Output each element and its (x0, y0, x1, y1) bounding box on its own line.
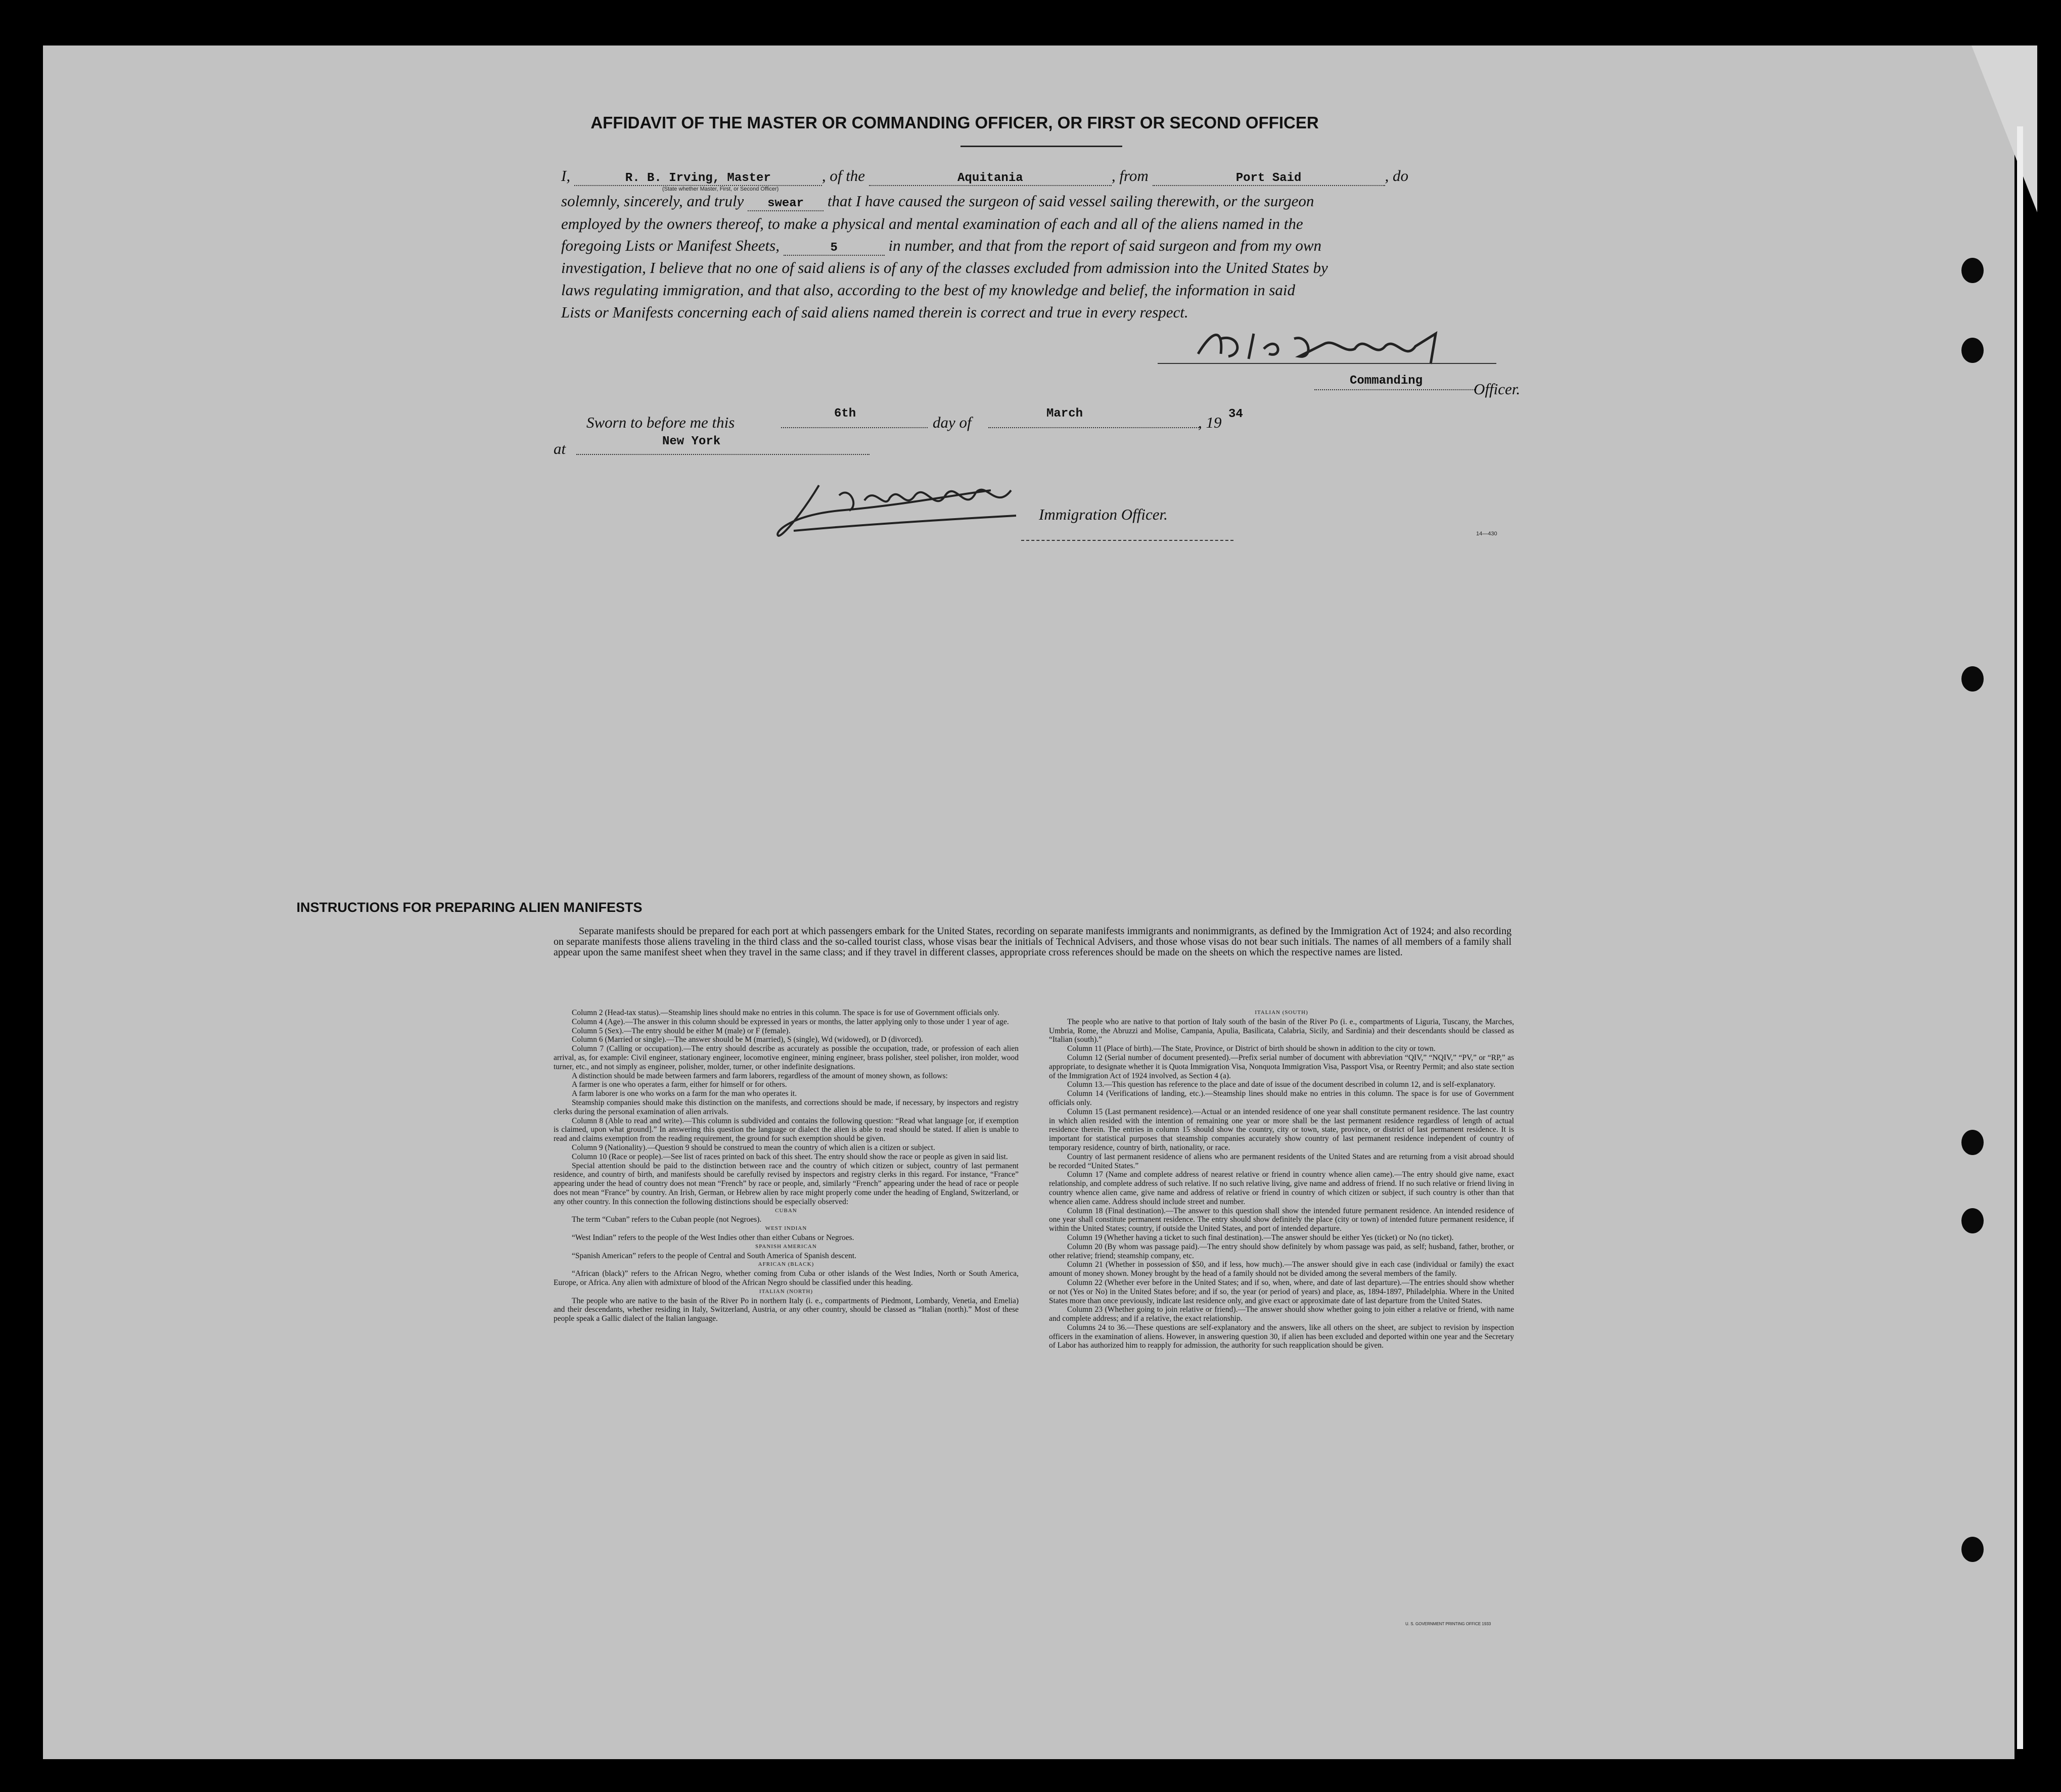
paragraph: Special attention should be paid to the distinction between race and the country of which citizen or subject, country of last permanent residence, and country of birth, and manifests should be carefully revised by inspectors and registry clerks in this regard. For instance, “France” appearing under the head of country does not mean “French” by race or people, and, similarly “French” appearing under the head of race or people does not mean “France” by country. An Irish, German, or Hebrew alien by race might properly come under the heading of England, Switzerland, or any other country. In this connection the following distinctions should be especially observed: (554, 1161, 1019, 1206)
sworn-day: 6th (834, 407, 856, 421)
form-number: 14—430 (1476, 531, 1497, 537)
text: , from (1111, 167, 1149, 185)
title-rule (960, 146, 1122, 147)
paragraph: Column 2 (Head-tax status).—Steamship lines should make no entries in this column. The space is for use of Government officials only. (572, 1008, 1000, 1017)
paragraph: Columns 24 to 36.—These questions are self-explanatory and the answers, like all others on the sheet, are subject to revision by inspection officers in the examination of aliens. However, in answering question 30, if alien has been excluded and deported within one year and the Secretary of Labor has authorized him to reapply for admission, the authority for such reapplication should be given. (1049, 1323, 1514, 1350)
affidavit-line-3: employed by the owners thereof, to make a physical and mental examination of each and all of the aliens named in the (561, 215, 1303, 233)
oath-field: swear (748, 197, 823, 211)
signature-line (1158, 363, 1496, 364)
paragraph: Steamship companies should make this distinction on the manifests, and corrections should be made, if necessary, by inspectors and registry clerks during the personal examination of alien arrivals. (554, 1098, 1019, 1116)
sworn-text: Sworn to before me this (586, 413, 735, 431)
sworn-month: March (1046, 407, 1083, 421)
officer-rank-note: (State whether Master, First, or Second Officer) (662, 186, 779, 192)
affidavit-line-4 (561, 237, 1321, 256)
paragraph: Column 14 (Verifications of landing, etc.).—Steamship lines should make no entries in this column. The space is for use of Government officials only. (1049, 1089, 1514, 1107)
paragraph: Country of last permanent residence of aliens who are permanent residents of the United States and are returning from a visit abroad should be recorded “United States.” (1049, 1152, 1514, 1170)
paragraph: Column 20 (By whom was passage paid).—The entry should show definitely by whom passage was paid, as self; husband, father, brother, or other relative; friend; steamship company, etc. (1049, 1242, 1514, 1260)
affidavit-line-6: laws regulating immigration, and that also, according to the best of my knowledge and belief, the information in said (561, 281, 1296, 299)
section-heading: AFRICAN (BLACK) (758, 1261, 814, 1268)
text: foregoing Lists or Manifest Sheets, (561, 237, 780, 254)
paragraph: The people who are native to the basin of the River Po in northern Italy (i. e., compartments of Piedmont, Lombardy, Venetia, and Emelia) and their descendants, whether residing in Italy, Switzerland, Austria, or any other country, should be classed as “Italian (north).” Most of these people speak a Gallic dialect of the Italian language. (554, 1296, 1019, 1323)
officer-rank: Commanding (1350, 374, 1423, 388)
affidavit-line-5: investigation, I believe that no one of said aliens is of any of the classes excluded from admission into the United States by (561, 259, 1328, 277)
text: in number, and that from the report of said surgeon and from my own (888, 237, 1322, 254)
affidavit-line-7: Lists or Manifests concerning each of said aliens named therein is correct and true in every respect. (561, 303, 1188, 321)
text: I, (561, 167, 571, 185)
instructions-title: INSTRUCTIONS FOR PREPARING ALIEN MANIFESTS (296, 900, 643, 915)
punch-hole (1961, 666, 1984, 692)
paragraph: Column 15 (Last permanent residence).—Actual or an intended residence of one year shall constitute permanent residence. The last country in which alien resided with the intention of remaining one year or more shall be the last permanent residence regardless of length of actual residence therein. The entries in column 15 should show the country, city or town, state, province, or district of last permanent residence. It is important for statistical purposes that steamship companies accurately show country of last permanent residence independent of country of temporary residence, country of birth, nationality, or race. (1049, 1107, 1514, 1152)
affidavit-title: AFFIDAVIT OF THE MASTER OR COMMANDING OFFICER, OR FIRST OR SECOND OFFICER (590, 113, 1319, 132)
officer-label: Officer. (1474, 380, 1521, 398)
text: solemnly, sincerely, and truly (561, 192, 744, 210)
at-text: at (554, 440, 566, 457)
paragraph: Column 13.—This question has reference to the place and date of issue of the document described in column 12, and is self-explanatory. (1067, 1080, 1495, 1089)
paragraph: Column 21 (Whether in possession of $50, and if less, how much).—The answer should give in each case (individual or family) the exact amount of money shown. Money brought by the head of a family should not be divided among the several members of the family. (1049, 1260, 1514, 1278)
paragraph: Column 6 (Married or single).—The answer should be M (married), S (single), Wd (widowed), or D (divorced). (572, 1035, 923, 1044)
officer-line (1021, 540, 1233, 541)
master-signature (1193, 324, 1476, 369)
paragraph: Column 10 (Race or people).—See list of races printed on back of this sheet. The entry should show the race or people as given in said list. (572, 1152, 1008, 1161)
paragraph: The term “Cuban” refers to the Cuban people (not Negroes). (572, 1215, 762, 1224)
paragraph: Column 18 (Final destination).—The answer to this question shall show the intended future permanent residence. An intended residence of one year shall constitute permanent residence. The entry should show definitely the place (city or town) of intended future permanent residence, if within the United States; country, if outside the United States, and port of intended departure. (1049, 1206, 1514, 1233)
paper-edge (2017, 126, 2023, 1749)
paragraph: The people who are native to that portion of Italy south of the basin of the River Po (i. e., compartments of Liguria, Tuscany, the Marches, Umbria, Rome, the Abruzzi and Molise, Campania, Apulia, Basilicata, Calabria, Sicily, and Sardinia) and their descendants should be classed as “Italian (south).” (1049, 1017, 1514, 1044)
instructions-intro: Separate manifests should be prepared for each port at which passengers embark for the United States, recording on separate manifests immigrants and nonimmigrants, as defined by the Immigration Act of 1924; and also recording on separate manifests those aliens traveling in the third class and the so-called tourist class, whose visas bear the initials of Technical Advisers, and those whose visas do not bear such initials. The names of all members of a family shall appear upon the same manifest sheet when they travel in the same class; and if they travel in different classes, appropriate cross references should be made on the sheets on which the respective names are listed. (554, 926, 1512, 958)
paragraph: Column 12 (Serial number of document presented).—Prefix serial number of document with abbreviation “QIV,” “NQIV,” “PV,” or “RP,” as appropriate, to designate whether it is Quota Immigration Visa, Nonquota Immigration Visa, Passport Visa, or Reentry Permit; and also state section of the Immigration Act of 1924 involved, as Section 4 (a). (1049, 1053, 1514, 1080)
paragraph: A distinction should be made between farmers and farm laborers, regardless of the amount of money shown, as follows: (572, 1071, 948, 1080)
punch-hole (1961, 258, 1984, 283)
affidavit-line-2 (561, 192, 1314, 211)
paragraph: Column 23 (Whether going to join relative or friend).—The answer should show whether going to join either a relative or friend, with name and complete address; and if a relative, the exact relationship. (1049, 1305, 1514, 1323)
paragraph: Column 5 (Sex).—The entry should be either M (male) or F (female). (572, 1026, 791, 1035)
paragraph: Column 4 (Age).—The answer in this column should be expressed in years or months, the latter applying only to those under 1 year of age. (572, 1017, 1009, 1026)
printer-imprint: U. S. GOVERNMENT PRINTING OFFICE 1933 (1405, 1622, 1491, 1626)
affidavit-line-1 (561, 167, 1408, 186)
sworn-place: New York (662, 435, 721, 448)
text: that I have caused the surgeon of said vessel sailing therewith, or the surgeon (827, 192, 1314, 210)
immigration-officer-label: Immigration Officer. (1039, 506, 1168, 523)
paragraph: “Spanish American” refers to the people of Central and South America of Spanish descent. (572, 1251, 857, 1260)
section-heading: ITALIAN (NORTH) (759, 1288, 813, 1295)
immigration-officer-signature (773, 475, 1077, 546)
instructions-left-column (554, 1008, 1019, 1323)
punch-hole (1961, 338, 1984, 363)
text: , of the (821, 167, 865, 185)
year-prefix: , 19 (1198, 413, 1222, 431)
year-suffix: 34 (1228, 407, 1243, 421)
instructions-right-column (1049, 1008, 1514, 1350)
punch-hole (1961, 1537, 1984, 1562)
paragraph: A farmer is one who operates a farm, either for himself or for others. (572, 1080, 787, 1089)
paragraph: A farm laborer is one who works on a farm for the man who operates it. (572, 1089, 797, 1098)
place-line (576, 454, 869, 455)
master-name-field: R. B. Irving, Master (574, 171, 822, 186)
paragraph: Column 19 (Whether having a ticket to such final destination).—The answer should be either Yes (ticket) or No (no ticket). (1067, 1233, 1454, 1242)
day-line (781, 427, 928, 428)
paragraph: Column 9 (Nationality).—Question 9 should be construed to mean the country of which alien is a citizen or subject. (572, 1143, 935, 1152)
section-heading: CUBAN (775, 1207, 797, 1214)
text: , do (1385, 167, 1408, 185)
paragraph: “West Indian” refers to the people of the West Indies other than either Cubans or Negroes. (572, 1233, 854, 1242)
port-field: Port Said (1153, 171, 1385, 186)
rank-line (1314, 389, 1476, 390)
section-heading: ITALIAN (SOUTH) (1255, 1009, 1308, 1016)
day-of-text: day of (933, 413, 972, 431)
month-line (988, 427, 1201, 428)
paragraph: Column 8 (Able to read and write).—This column is subdivided and contains the following question: “Read what language [or, if exemption is claimed, upon what ground].” In answering this question the language or dialect the alien is able to read should be stated. If alien is unable to read and claims exemption from the reading requirement, the ground for such exemption should be given. (554, 1116, 1019, 1143)
paragraph: “African (black)” refers to the African Negro, whether coming from Cuba or other islands of the West Indies, North or South America, Europe, or Africa. Any alien with admixture of blood of the African Negro should be classified under this heading. (554, 1269, 1019, 1287)
paragraph: Column 11 (Place of birth).—The State, Province, or District of birth should be shown in addition to the city or town. (1067, 1044, 1436, 1053)
paragraph: Column 22 (Whether ever before in the United States; and if so, when, where, and date of last departure).—The entries should show whether or not (Yes or No) in the United States before; and if so, the year (or period of years) and place, as, 1894-1897, Philadelphia. Where in the United States more than once previously, indicate last residence only, and give exact or approximate date of last departure from the United States. (1049, 1278, 1514, 1305)
punch-hole (1961, 1208, 1984, 1233)
section-heading: SPANISH AMERICAN (755, 1243, 817, 1250)
ship-name-field: Aquitania (869, 171, 1112, 186)
section-heading: WEST INDIAN (765, 1225, 807, 1232)
paragraph: Column 17 (Name and complete address of nearest relative or friend in country whence alien came).—The entry should give name, exact relationship, and complete address of such relative. If no such relative living, give name and address of friend. If no such relative or friend living in country whence alien came, give name and address of relative or friend in country of which citizen or subject, if such country is other than that whence alien came. Address should include street and number. (1049, 1170, 1514, 1206)
sheet-count-field: 5 (784, 241, 885, 256)
punch-hole (1961, 1130, 1984, 1155)
paragraph: Column 7 (Calling or occupation).—The entry should describe as accurately as possible the occupation, trade, or profession of each alien arrival, as, for example: Civil engineer, stationary engineer, locomotive engineer, mining engineer, brass polisher, steel polisher, iron molder, wood turner, etc., and not simply as engineer, polisher, molder, turner, or other indefinite designations. (554, 1044, 1019, 1071)
